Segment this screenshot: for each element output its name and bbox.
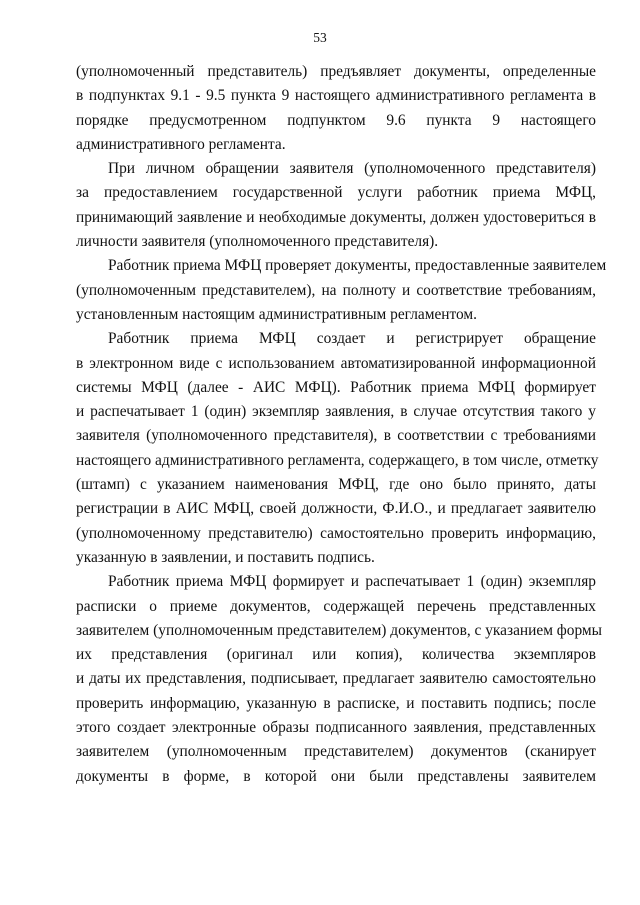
text-line: и даты их представления, подписывает, предлагает заявителю самостоятельно [76, 670, 596, 688]
text-line: (уполномоченный представитель) предъявляет документы, определенные [76, 63, 596, 80]
paragraph [76, 60, 596, 157]
text-line: (уполномоченным представителем), на полноту и соответствие требованиям, [76, 281, 596, 299]
document-body [76, 60, 607, 789]
paragraph [76, 570, 603, 789]
text-line: заявителя (уполномоченного представителя), в соответствии с требованиями [76, 427, 596, 445]
text-line: (штамп) с указанием наименования МФЦ, где оно было принято, даты [76, 476, 596, 494]
text-line: личности заявителя (уполномоченного представителя). [76, 233, 439, 251]
text-line: Работник приема МФЦ проверяет документы, предоставленные заявителем [108, 257, 607, 275]
text-line: документы в форме, в которой они были представлены заявителем [76, 767, 596, 785]
text-line: Работник приема МФЦ создает и регистрирует обращение [108, 330, 596, 348]
text-line: в электронном виде с использованием автоматизированной информационной [76, 354, 596, 372]
text-line: проверить информацию, указанную в расписке, и поставить подпись; после [76, 694, 596, 712]
text-line: и распечатывает 1 (один) экземпляр заявления, в случае отсутствия такого у [76, 403, 596, 421]
text-line: принимающий заявление и необходимые документы, должен удостовериться в [76, 208, 596, 226]
text-line: настоящего административного регламента, содержащего, в том числе, отметку [76, 451, 599, 469]
text-line: их представления (оригинал или копия), количества экземпляров [76, 646, 596, 664]
page-number: 53 [313, 30, 327, 45]
text-line: этого создает электронные образы подписанного заявления, представленных [76, 719, 596, 737]
text-line: заявителем (уполномоченным представителем) документов (сканирует [76, 743, 596, 761]
text-line: в подпунктах 9.1 - 9.5 пункта 9 настоящего административного регламента в [76, 87, 596, 105]
text-line: административного регламента. [76, 135, 286, 153]
text-line: порядке предусмотренном подпунктом 9.6 пункта 9 настоящего [76, 111, 596, 129]
paragraph [76, 254, 607, 327]
paragraph [76, 327, 599, 570]
text-line: за предоставлением государственной услуги работник приема МФЦ, [76, 184, 596, 202]
text-line: системы МФЦ (далее - АИС МФЦ). Работник приема МФЦ формирует [76, 378, 596, 396]
paragraph [76, 157, 596, 254]
text-line: При личном обращении заявителя (уполномоченного представителя) [108, 160, 596, 178]
text-line: заявителем (уполномоченным представителем) документов, с указанием формы [76, 621, 603, 639]
text-line: установленным настоящим административным регламентом. [76, 305, 478, 323]
text-line: (уполномоченному представителю) самостоятельно проверить информацию, [76, 524, 596, 542]
text-line: расписки о приеме документов, содержащей перечень представленных [76, 597, 596, 615]
text-line: регистрации в АИС МФЦ, своей должности, Ф.И.О., и предлагает заявителю [76, 500, 596, 518]
text-line: указанную в заявлении, и поставить подпись. [76, 548, 375, 566]
text-line: Работник приема МФЦ формирует и распечатывает 1 (один) экземпляр [108, 573, 596, 591]
